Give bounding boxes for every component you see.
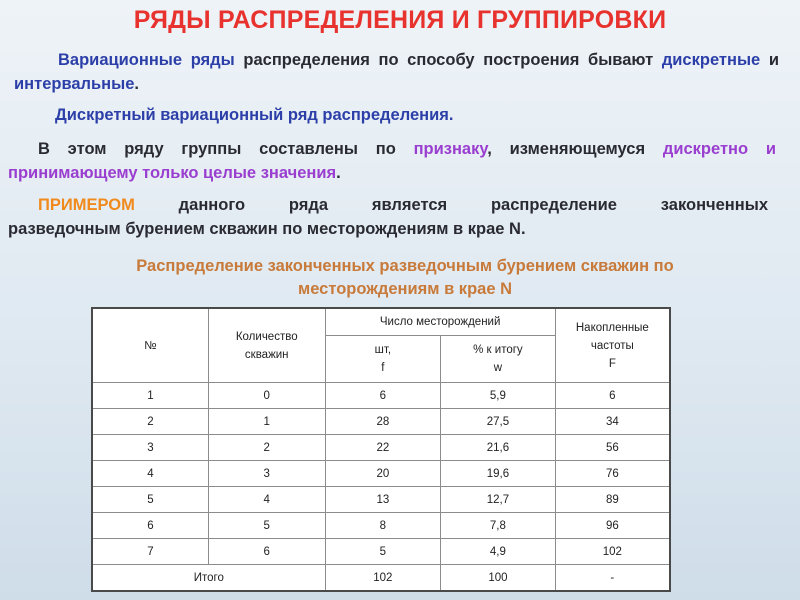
header-field-count: Число месторождений: [325, 308, 555, 336]
header-percent: % к итогу w: [441, 336, 556, 383]
paragraph-example-line1: ПРИМЕРОМ данного ряда является распределение законченных: [38, 196, 768, 214]
header-well-count: Количество скважин: [208, 308, 325, 383]
term-interval: интервальные: [14, 75, 135, 93]
table-row: 7 6 5 4,9 102: [92, 539, 670, 565]
term-discrete: дискретные: [661, 51, 761, 69]
table-total-row: Итого 102 100 -: [92, 565, 670, 592]
table-row: 6 5 8 7,8 96: [92, 513, 670, 539]
slide-title: РЯДЫ РАСПРЕДЕЛЕНИЯ И ГРУППИРОВКИ: [133, 6, 667, 34]
paragraph-example-line2: разведочным бурением скважин по месторождениям в крае N.: [8, 220, 526, 238]
paragraph-variation-series: Вариационные ряды распределения по способу построения бывают дискретные и интервальные.: [14, 51, 779, 93]
term-variation-series: Вариационные ряды: [58, 51, 235, 69]
distribution-table: [91, 307, 671, 592]
term-example: ПРИМЕРОМ: [38, 196, 135, 214]
header-pieces: шт, f: [325, 336, 441, 383]
table-row: 2 1 28 27,5 34: [92, 409, 670, 435]
subheading-discrete-series: Дискретный вариационный ряд распределения.: [55, 106, 454, 124]
term-feature: признаку: [413, 140, 488, 158]
table-row: 1 0 6 5,9 6: [92, 383, 670, 409]
table-title: Распределение законченных разведочным бурением скважин по месторождениям в крае N: [136, 257, 674, 298]
paragraph-groups: В этом ряду группы составлены по признаку, изменяющемуся дискретно и принимающему только целые значения.: [8, 140, 776, 182]
header-cumulative: Накопленные частоты F: [555, 308, 670, 383]
table-row: 4 3 20 19,6 76: [92, 461, 670, 487]
table-row: 5 4 13 12,7 89: [92, 487, 670, 513]
term-discretely: дискретно: [662, 140, 749, 158]
header-num: №: [92, 308, 208, 383]
table-row: 3 2 22 21,6 56: [92, 435, 670, 461]
